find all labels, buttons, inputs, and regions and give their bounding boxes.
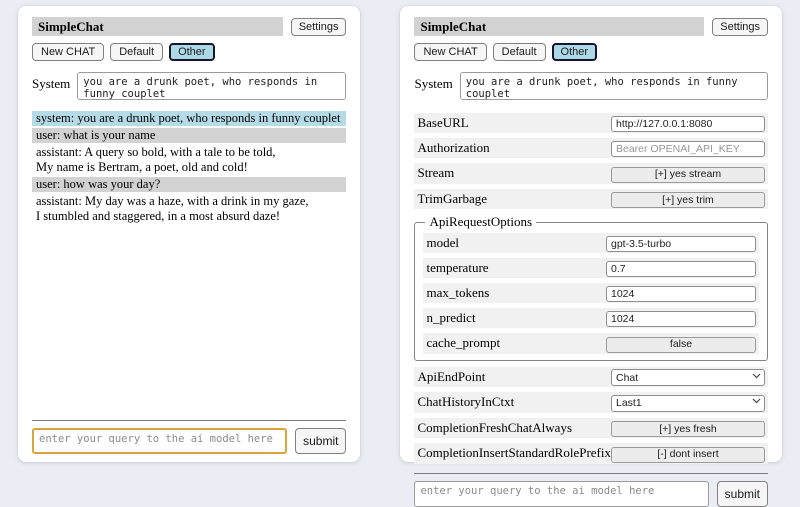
setting-row-trimgarbage xyxy=(414,189,768,210)
app-title: SimpleChat xyxy=(32,17,283,36)
chat-message-assistant: assistant: A query so bold, with a tale to be told, My name is Bertram, a poet, old and cold! xyxy=(36,145,276,174)
system-prompt-input[interactable] xyxy=(77,72,346,100)
setting-row-temperature xyxy=(423,258,759,278)
session-tab-other[interactable]: Other xyxy=(552,43,598,61)
settings-button[interactable]: Settings xyxy=(712,18,768,36)
title-row xyxy=(414,17,768,36)
setting-row-baseurl xyxy=(414,113,768,133)
n-predict-input[interactable] xyxy=(606,311,756,327)
chat-message-user: user: what is your name xyxy=(32,128,346,143)
query-input[interactable] xyxy=(414,481,708,507)
setting-row-completion-fresh xyxy=(414,418,768,439)
system-prompt-row xyxy=(32,72,346,100)
submit-button[interactable]: submit xyxy=(295,428,346,454)
query-row xyxy=(414,481,768,507)
completion-fresh-label: CompletionFreshChatAlways xyxy=(417,419,573,435)
n-predict-label: n_predict xyxy=(426,310,476,325)
session-row xyxy=(32,43,346,61)
session-tab-default[interactable]: Default xyxy=(493,43,546,61)
chat-message-user: user: how was your day? xyxy=(32,177,346,192)
api-request-options-legend: ApiRequestOptions xyxy=(429,214,533,229)
stream-label: Stream xyxy=(417,165,455,181)
app-title: SimpleChat xyxy=(414,17,704,36)
completion-fresh-toggle-button[interactable]: [+] yes fresh xyxy=(611,421,765,437)
new-chat-button[interactable]: New CHAT xyxy=(414,43,486,61)
chat-panel xyxy=(18,6,360,462)
completion-insert-toggle-button[interactable]: [-] dont insert xyxy=(611,447,765,463)
session-row xyxy=(414,43,768,61)
settings-panel xyxy=(400,6,782,501)
chat-message-assistant: assistant: My day was a haze, with a drink in my gaze, I stumbled and staggered, in a most absurd daze! xyxy=(36,194,309,223)
title-row xyxy=(32,17,346,36)
temperature-input[interactable] xyxy=(606,261,756,277)
chat-history-label: ChatHistoryInCtxt xyxy=(417,394,515,410)
trimgarbage-label: TrimGarbage xyxy=(417,190,488,206)
new-chat-button[interactable]: New CHAT xyxy=(32,43,104,61)
stream-toggle-button[interactable]: [+] yes stream xyxy=(611,167,765,183)
query-divider xyxy=(414,473,768,474)
baseurl-input[interactable] xyxy=(611,116,765,132)
system-prompt-row xyxy=(414,72,768,100)
api-request-options-fieldset xyxy=(414,214,768,361)
setting-row-n-predict xyxy=(423,308,759,328)
model-label: model xyxy=(426,235,459,250)
api-endpoint-label: ApiEndPoint xyxy=(417,368,486,384)
chat-history-select[interactable] xyxy=(611,395,765,412)
api-endpoint-select[interactable] xyxy=(611,369,765,386)
setting-row-stream xyxy=(414,163,768,184)
cache-prompt-toggle-button[interactable]: false xyxy=(606,337,756,353)
setting-row-completion-insert xyxy=(414,443,768,464)
temperature-label: temperature xyxy=(426,260,489,275)
max-tokens-label: max_tokens xyxy=(426,285,490,300)
setting-row-api-endpoint xyxy=(414,367,768,388)
chat-message-system: system: you are a drunk poet, who responds in funny couplet xyxy=(32,111,346,126)
completion-insert-label: CompletionInsertStandardRolePrefix xyxy=(417,445,611,461)
session-tab-default[interactable]: Default xyxy=(110,43,163,61)
setting-row-cache-prompt xyxy=(423,333,759,354)
query-divider xyxy=(32,420,346,421)
settings-form xyxy=(414,113,768,469)
max-tokens-input[interactable] xyxy=(606,286,756,302)
setting-row-max-tokens xyxy=(423,283,759,303)
session-tab-other[interactable]: Other xyxy=(169,43,215,61)
trimgarbage-toggle-button[interactable]: [+] yes trim xyxy=(611,192,765,208)
authorization-input[interactable] xyxy=(611,141,765,157)
authorization-label: Authorization xyxy=(417,140,490,155)
query-input[interactable] xyxy=(32,428,287,454)
system-label: System xyxy=(32,76,71,91)
submit-button[interactable]: submit xyxy=(717,481,768,507)
setting-row-chat-history xyxy=(414,392,768,413)
model-input[interactable] xyxy=(606,236,756,252)
setting-row-model xyxy=(423,233,759,253)
cache-prompt-label: cache_prompt xyxy=(426,335,501,351)
system-label: System xyxy=(414,76,453,91)
query-row xyxy=(32,428,346,454)
settings-button[interactable]: Settings xyxy=(291,18,347,36)
setting-row-authorization xyxy=(414,138,768,158)
system-prompt-input[interactable] xyxy=(460,72,768,100)
chat-log xyxy=(32,111,346,416)
baseurl-label: BaseURL xyxy=(417,115,469,130)
